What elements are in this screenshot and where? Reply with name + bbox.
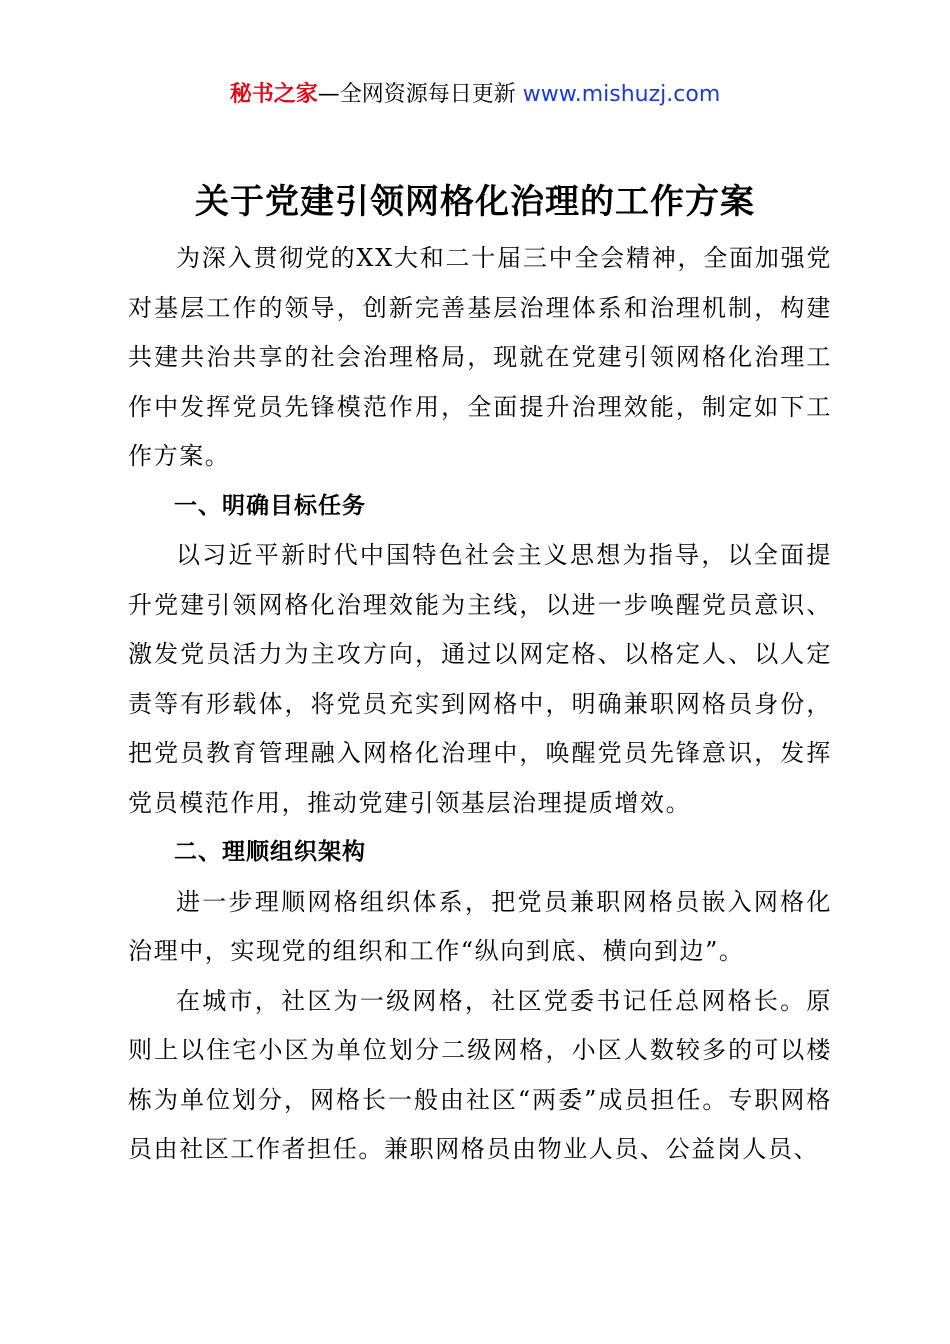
section-2-heading: 二、理顺组织架构 (174, 839, 366, 865)
section-1-heading: 一、明确目标任务 (174, 492, 366, 519)
site-header (0, 80, 950, 110)
document-title: 关于党建引领网格化治理的工作方案 (195, 182, 755, 222)
document-body (128, 234, 832, 1175)
section-2-paragraph-1: 进一步理顺网格组织体系，把党员兼职网格员嵌入网格化治理中，实现党的组织和工作“纵向到底、横向到边”。 (128, 887, 832, 965)
intro-paragraph: 为深入贯彻党的XX大和二十届三中全会精神，全面加强党对基层工作的领导，创新完善基层治理体系和治理机制，构建共建共治共享的社会治理格局，现就在党建引领网格化治理工作中发挥党员先锋模范作用，全面提升治理效能，制定如下工作方案。 (128, 244, 832, 470)
site-tagline: —全网资源每日更新 (317, 82, 516, 107)
site-url-link[interactable]: www.mishuzj.com (522, 82, 721, 107)
site-brand: 秘书之家 (229, 82, 318, 107)
section-2-paragraph-2: 在城市，社区为一级网格，社区党委书记任总网格长。原则上以住宅小区为单位划分二级网格，小区人数较多的可以楼栋为单位划分，网格长一般由社区“两委”成员担任。专职网格员由社区工作者担任。兼职网格员由物业人员、公益岗人员、 (128, 986, 832, 1163)
section-1-paragraph: 以习近平新时代中国特色社会主义思想为指导，以全面提升党建引领网格化治理效能为主线，以进一步唤醒党员意识、激发党员活力为主攻方向，通过以网定格、以格定人、以人定责等有形载体，将党员充实到网格中，明确兼职网格员身份，把党员教育管理融入网格化治理中，唤醒党员先锋意识，发挥党员模范作用，推动党建引领基层治理提质增效。 (128, 541, 832, 817)
